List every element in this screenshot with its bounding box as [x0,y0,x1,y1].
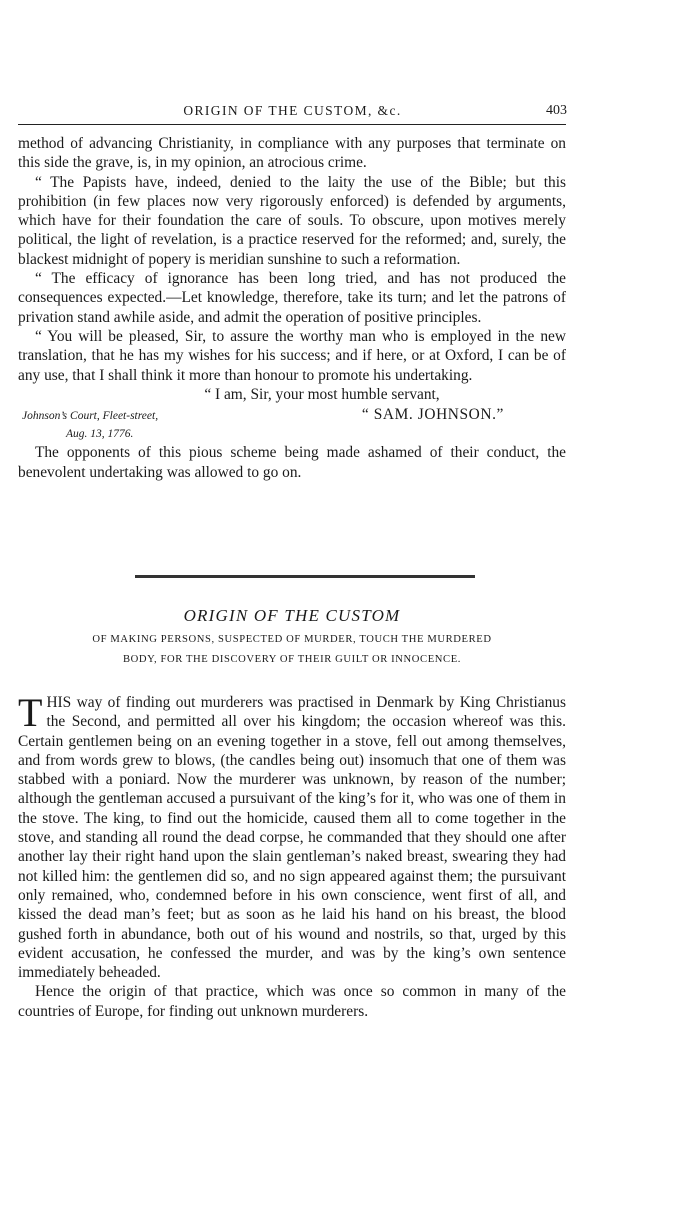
letter-paragraph-1: method of advancing Christianity, in compliance with any purposes that terminate on this side the grave, is, in my opinion, an atrocious crime. [18,135,566,172]
letter-conclusion: The opponents of this pious scheme being made ashamed of their conduct, the benevolent undertaking was allowed to go on. [18,444,566,481]
page-number: 403 [546,103,567,118]
section-subtitle-line-1: OF MAKING PERSONS, SUSPECTED OF MURDER, TOUCH THE MURDERED [92,634,492,645]
letter-paragraph-3: “ The efficacy of ignorance has been long tried, and has not produced the consequences expected.—Let knowledge, therefore, take its turn; and let the patrons of privation stand awhile aside, and admit the operation of positive principles. [18,270,566,326]
signature-line [18,405,566,426]
section-subtitle-line-2: BODY, FOR THE DISCOVERY OF THEIR GUILT OR INNOCENCE. [122,654,462,665]
drop-cap: T [18,690,43,735]
letter-place: Johnson’s Court, Fleet-street, [22,410,159,423]
section-divider [135,575,475,578]
running-title: ORIGIN OF THE CUSTOM, &c. [183,103,402,118]
section-paragraph-2: Hence the origin of that practice, which was once so common in many of the countries of Europe, for finding out unknown murderers. [18,983,566,1020]
header-rule [18,124,566,125]
section-paragraph-1-text: HIS way of finding out murderers was practised in Denmark by King Christianus the Second, and permitted all over his kingdom; the occasion whereof was this. Certain gentlemen being on an evening together in a stove, fell out among themselves, and from words grew to blows, (the candles being out) insomuch that one of them was stabbed with a poniard. Now the murderer was unknown, by reason of the number; although the gentleman accused a pursuivant of the king’s for it, who was one of them in the stove. The king, to find out the homicide, caused them all to come together in the stove, and standing all round the dead corpse, he commanded that they should one after another lay their right hand upon the slain gentleman’s naked breast, swearing they had not killed him: the gentlemen did so, and no sign appeared against them; the pursuivant only remained, who, condemned before in his own conscience, went first of all, and kissed the dead man’s feet; but as soon as he laid his hand on his breast, the blood gushed forth in abundance, both out of his wound and nostrils, so that, urged by this evident accusation, he confessed the murder, and was by the king’s own sentence immediately beheaded. [18,694,566,982]
letter-paragraph-2: “ The Papists have, indeed, denied to the laity the use of the Bible; but this prohibition (in few places now very rigorously enforced) is defended by arguments, which have for their foundation the care of souls. To obscure, upon motives merely political, the light of revelation, is a practice reserved for the reformed; and, surely, the blackest midnight of popery is meridian sunshine to such a reformation. [18,173,566,268]
letter-closing: “ I am, Sir, your most humble servant, [204,385,440,403]
letter-signature: “ SAM. JOHNSON.” [361,406,504,424]
section-subtitle [18,630,566,670]
letter-date: Aug. 13, 1776. [66,428,134,441]
section-title: ORIGIN OF THE CUSTOM [183,606,401,625]
letter-paragraph-4: “ You will be pleased, Sir, to assure the worthy man who is employed in the new translation, that he has my wishes for his success; and if here, or at Oxford, I can be of any use, that I shall think it more than honour to promote his undertaking. [18,327,566,384]
section-text [18,690,566,1021]
letter-text [18,134,566,482]
running-header [18,103,567,125]
section-paragraph-1 [18,690,566,982]
